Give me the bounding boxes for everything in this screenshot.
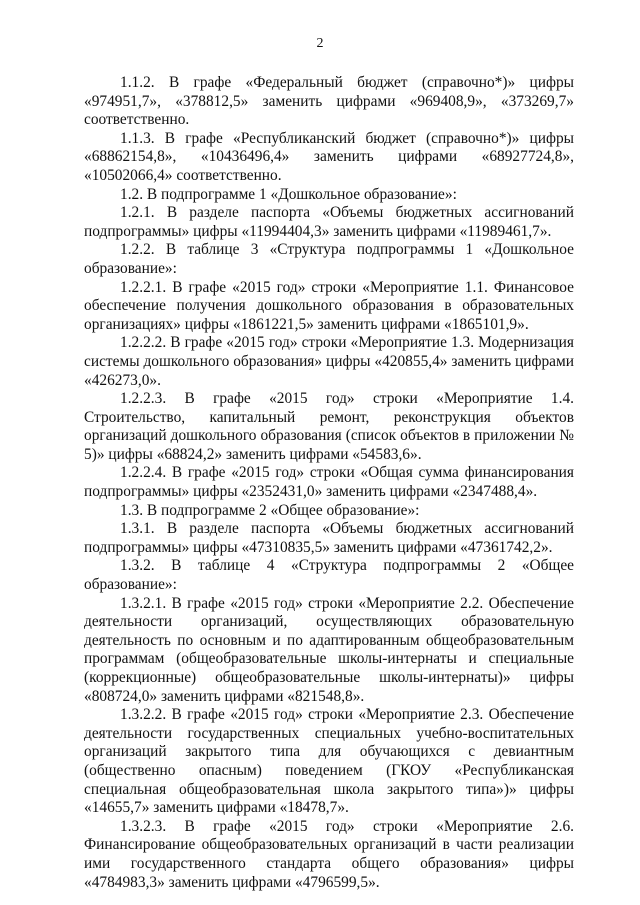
paragraph-1-2: 1.2. В подпрограмме 1 «Дошкольное образование»: <box>120 185 457 203</box>
page-number: 2 <box>316 36 324 51</box>
paragraph-1-1-2: 1.1.2. В графе «Федеральный бюджет (справочно*)» цифры «974951,7», «378812,5» заменить цифрами «969408,9», «373269,7» соответственно. <box>84 74 574 129</box>
paragraph-1-2-2-2: 1.2.2.2. В графе «2015 год» строки «Мероприятие 1.3. Модернизация системы дошкольного образования» цифры «420855,4» заменить цифрами «426273,0». <box>84 334 574 389</box>
paragraph-1-3-2: 1.3.2. В таблице 4 «Структура подпрограммы 2 «Общее образование»: <box>84 557 574 594</box>
paragraph-1-2-1: 1.2.1. В разделе паспорта «Объемы бюджетных ассигнований подпрограммы» цифры «11994404,3» заменить цифрами «11989461,7». <box>84 204 574 240</box>
paragraph-1-3-1: 1.3.1. В разделе паспорта «Объемы бюджетных ассигнований подпрограммы» цифры «47310835,5» заменить цифрами «47361742,2». <box>84 520 574 556</box>
paragraph-1-2-2-1: 1.2.2.1. В графе «2015 год» строки «Мероприятие 1.1. Финансовое обеспечение получения дошкольного образования в образовательных организациях» цифры «1861221,5» заменить цифрами «1865101,9». <box>84 278 574 333</box>
paragraph-1-2-2: 1.2.2. В таблице 3 «Структура подпрограммы 1 «Дошкольное образование»: <box>84 241 574 277</box>
paragraph-1-2-2-3: 1.2.2.3. В графе «2015 год» строки «Мероприятие 1.4. Строительство, капитальный ремонт, реконструкция объектов организаций дошкольного образования (список объектов в приложении № 5)» цифры «68824,2» заменить цифрами «54583,6». <box>84 390 574 463</box>
document-body <box>84 74 574 892</box>
paragraph-1-3-2-1: 1.3.2.1. В графе «2015 год» строки «Мероприятие 2.2. Обеспечение деятельности организаций, осуществляющих образовательную деятельность по основным и по адаптированным общеобразовательным программам (общеобразовательные школы-интернаты и специальные (коррекционные) общеобразовательные школы-интернаты)» цифры «808724,0» заменить цифрами «821548,8». <box>84 594 574 705</box>
paragraph-1-3: 1.3. В подпрограмме 2 «Общее образование»: <box>120 501 420 519</box>
paragraph-1-3-2-3: 1.3.2.3. В графе «2015 год» строки «Мероприятие 2.6. Финансирование общеобразовательных организаций в части реализации ими государственного стандарта общего образования» цифры «4784983,3» заменить цифрами «4796599,5». <box>84 817 574 891</box>
paragraph-1-2-2-4: 1.2.2.4. В графе «2015 год» строки «Общая сумма финансирования подпрограммы» цифры «2352431,0» заменить цифрами «2347488,4». <box>84 464 574 501</box>
paragraph-1-1-3: 1.1.3. В графе «Республиканский бюджет (справочно*)» цифры «68862154,8», «10436496,4» заменить цифрами «68927724,8», «10502066,4» соответственно. <box>84 129 574 184</box>
paragraph-1-3-2-2: 1.3.2.2. В графе «2015 год» строки «Мероприятие 2.3. Обеспечение деятельности государственных специальных учебно-воспитательных организаций закрытого типа для обучающихся с девиантным (общественно опасным) поведением (ГКОУ «Республиканская специальная общеобразовательная школа закрытого типа»)» цифры «14655,7» заменить цифрами «18478,7». <box>84 706 574 817</box>
